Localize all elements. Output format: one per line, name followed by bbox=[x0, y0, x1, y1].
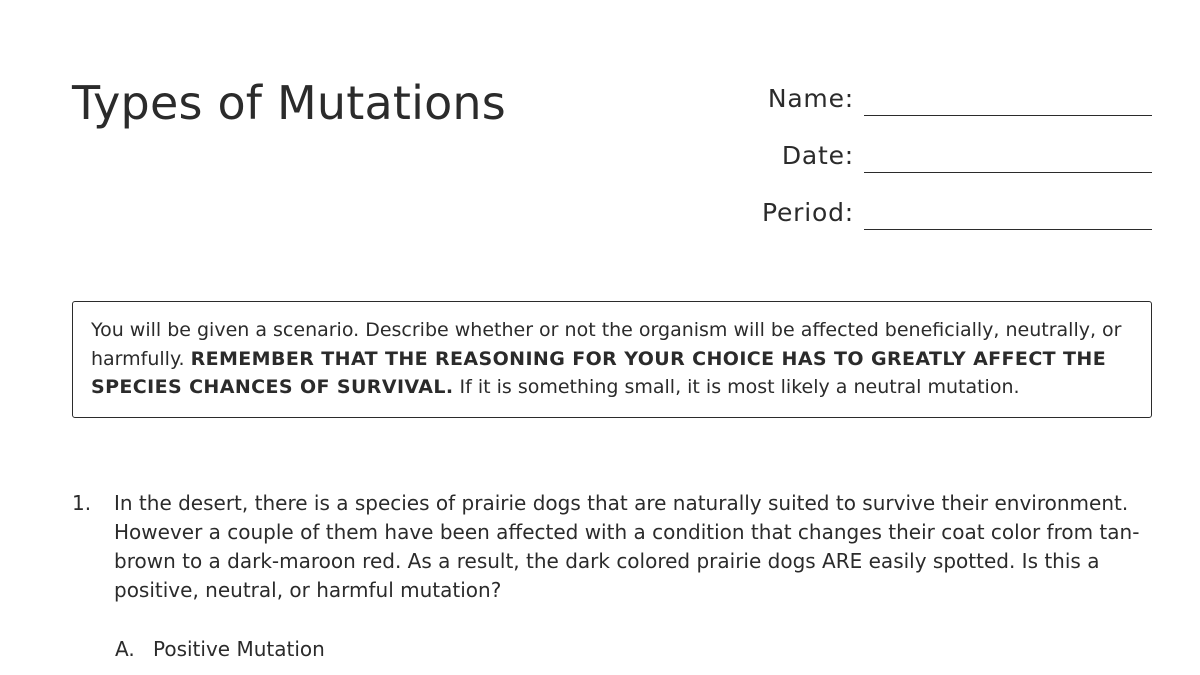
option-label: Positive Mutation bbox=[153, 637, 325, 661]
answer-option-a[interactable] bbox=[115, 635, 325, 664]
period-blank-line[interactable] bbox=[864, 199, 1152, 230]
date-field-row bbox=[712, 116, 1152, 173]
question-number: 1. bbox=[72, 491, 92, 515]
date-blank-line[interactable] bbox=[864, 142, 1152, 173]
name-blank-line[interactable] bbox=[864, 85, 1152, 116]
period-label: Period: bbox=[762, 198, 854, 227]
name-label: Name: bbox=[767, 84, 854, 113]
date-label: Date: bbox=[781, 141, 854, 170]
instructions-intro: You will be given a scenario. Describe whether or not the organism will be affected beneficially, neutrally, or harmfully. bbox=[91, 319, 1122, 370]
period-field-row bbox=[712, 173, 1152, 230]
option-letter: A. bbox=[115, 637, 135, 661]
instructions-closing: If it is something small, it is most likely a neutral mutation. bbox=[453, 376, 1020, 399]
question-1 bbox=[72, 489, 1152, 605]
worksheet-title: Types of Mutations bbox=[72, 76, 506, 130]
question-text: In the desert, there is a species of prairie dogs that are naturally suited to survive their environment. However a couple of them have been affected with a condition that changes their coat color from tan-brown to a dark-maroon red. As a result, the dark colored prairie dogs ARE easily spotted. Is this a positive, neutral, or harmful mutation? bbox=[114, 491, 1140, 602]
instructions-box bbox=[72, 301, 1152, 418]
instructions-emphasis: REMEMBER THAT THE REASONING FOR YOUR CHOICE HAS TO GREATLY AFFECT THE SPECIES CHANCES OF SURVIVAL. bbox=[91, 347, 1107, 399]
student-info-fields bbox=[712, 76, 1152, 230]
name-field-row bbox=[712, 76, 1152, 116]
